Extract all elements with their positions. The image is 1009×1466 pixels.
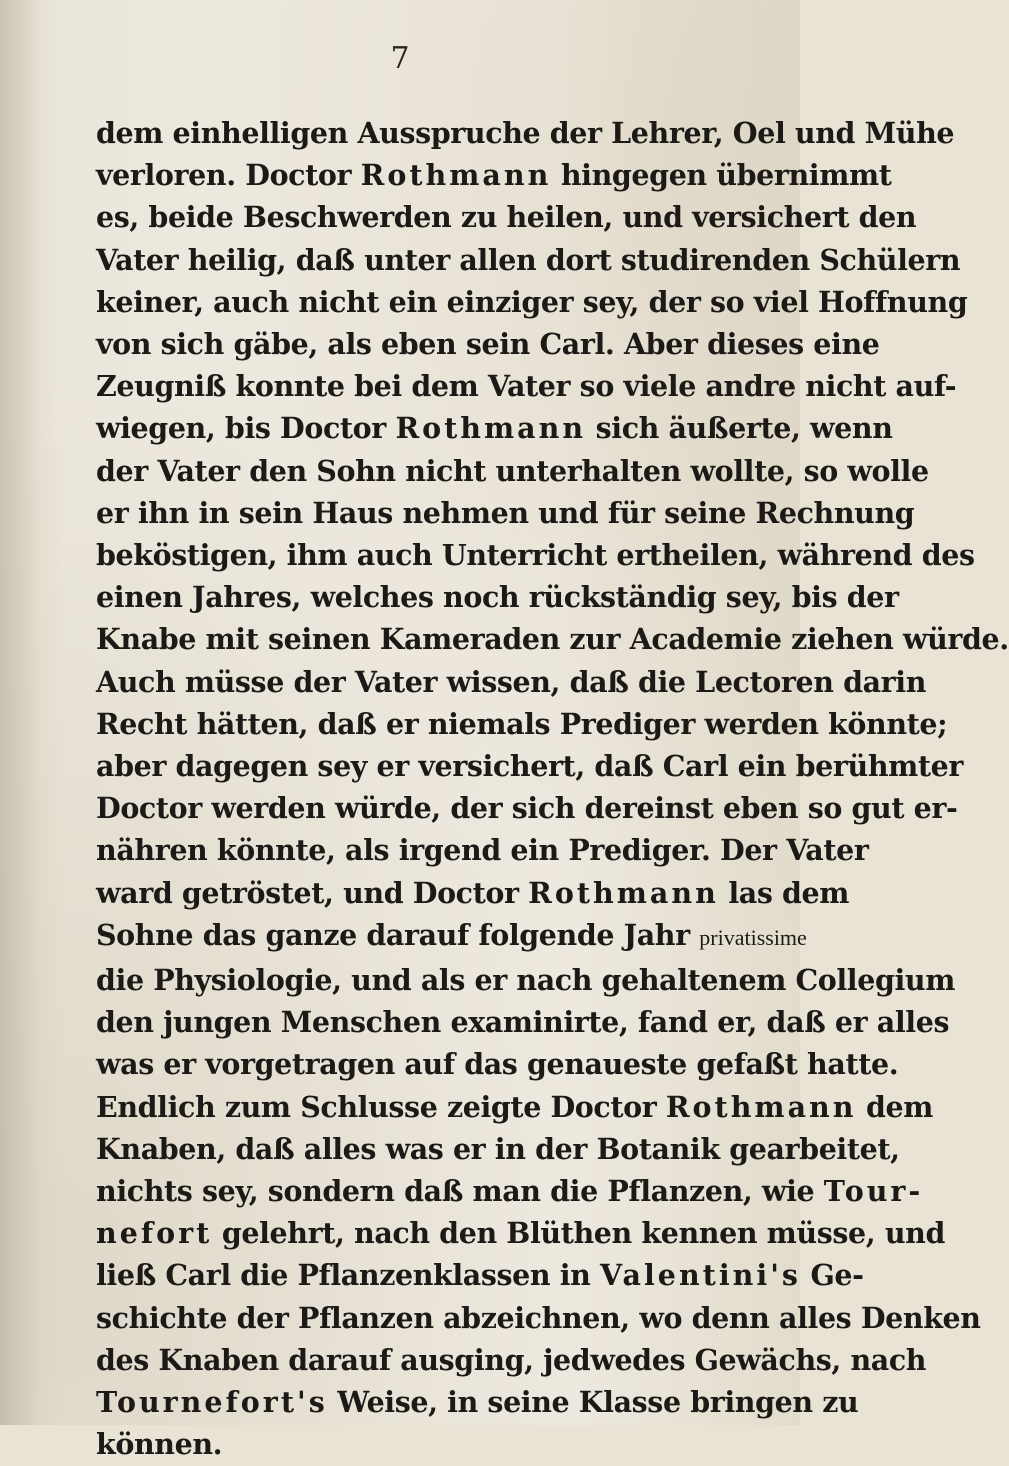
- text-segment: dem einhelligen Ausspruche der Lehrer, Oel und Mühe: [96, 116, 955, 150]
- text-line: [96, 112, 955, 154]
- text-line: [96, 534, 975, 576]
- text-line: [96, 1254, 864, 1296]
- text-line: [96, 703, 948, 745]
- text-segment: die Physiologie, und als er nach gehaltenem Collegium: [96, 963, 955, 998]
- text-segment: Weise, in seine Klasse bringen zu: [327, 1385, 859, 1420]
- text-line: [96, 787, 958, 829]
- spaced-name: Rothmann: [395, 411, 587, 446]
- text-line: [96, 1381, 859, 1423]
- text-line: [96, 618, 1009, 660]
- text-line: [96, 1086, 934, 1128]
- text-segment: er ihn in sein Haus nehmen und für seine Rechnung: [96, 495, 915, 530]
- text-segment: Knabe mit seinen Kameraden zur Academie ziehen würde.: [96, 622, 1009, 657]
- spaced-name: Tour-: [823, 1174, 924, 1209]
- text-segment: sich äußerte, wenn: [586, 411, 893, 446]
- text-segment: es, beide Beschwerden zu heilen, und versichert den: [96, 200, 917, 235]
- text-segment: Doctor werden würde, der sich dereinst eben so gut er-: [96, 791, 958, 826]
- text-segment: gelehrt, nach den Blüthen kennen müsse, und: [212, 1216, 945, 1251]
- text-segment: Sohne das ganze darauf folgende Jahr: [96, 917, 700, 952]
- text-segment: wiegen, bis Doctor: [96, 411, 396, 446]
- text-segment: aber dagegen sey er versichert, daß Carl ein berühmter: [96, 749, 964, 784]
- text-segment: den jungen Menschen examinirte, fand er, daß er alles: [96, 1005, 950, 1040]
- text-segment: was er vorgetragen auf das genaueste gefaßt hatte.: [96, 1047, 899, 1082]
- body-text: [96, 112, 1009, 1466]
- text-line: [96, 407, 893, 449]
- text-segment: der Vater den Sohn nicht unterhalten wollte, so wolle: [96, 453, 929, 488]
- spaced-name: Rothmann: [665, 1089, 857, 1124]
- text-line: [96, 492, 915, 534]
- latin-term: privatissime: [699, 924, 807, 950]
- text-line: [96, 1212, 945, 1254]
- text-line: [96, 829, 869, 871]
- text-line: [96, 1001, 950, 1043]
- text-segment: ließ Carl die Pflanzenklassen in: [96, 1258, 601, 1293]
- text-line: [96, 872, 850, 914]
- text-segment: können.: [96, 1427, 223, 1462]
- text-segment: dem: [856, 1089, 934, 1124]
- text-segment: des Knaben darauf ausging, jedwedes Gewächs, nach: [96, 1342, 927, 1377]
- text-segment: schichte der Pflanzen abzeichnen, wo denn alles Denken: [96, 1300, 981, 1335]
- page-gutter-shadow: [0, 0, 40, 1425]
- text-line: [96, 745, 964, 787]
- text-segment: Recht hätten, daß er niemals Prediger werden könnte;: [96, 706, 948, 741]
- text-segment: hingegen übernimmt: [551, 158, 892, 193]
- spaced-name: Tournefort's: [96, 1385, 328, 1420]
- text-segment: einen Jahres, welches noch rückständig sey, bis der: [96, 580, 899, 615]
- text-segment: Vater heilig, daß unter allen dort studirenden Schülern: [96, 242, 961, 277]
- text-line: [96, 1423, 724, 1465]
- text-line: [96, 1043, 899, 1085]
- text-segment: las dem: [718, 875, 850, 910]
- text-segment: keiner, auch nicht ein einziger sey, der so viel Hoffnung: [96, 284, 968, 319]
- text-line: [96, 239, 961, 281]
- text-line: [96, 365, 957, 407]
- text-segment: ward getröstet, und Doctor: [96, 875, 529, 910]
- text-segment: Ge-: [800, 1258, 864, 1293]
- text-segment: Auch müsse der Vater wissen, daß die Lectoren darin: [96, 664, 927, 699]
- spaced-name: Valentini's: [600, 1258, 801, 1293]
- spaced-name: nefort: [96, 1216, 213, 1251]
- text-line: [96, 1170, 924, 1212]
- text-line: [96, 1297, 981, 1339]
- text-segment: Knaben, daß alles was er in der Botanik gearbeitet,: [96, 1131, 900, 1166]
- text-segment: nichts sey, sondern daß man die Pflanzen, wie: [96, 1174, 824, 1209]
- text-line: [96, 959, 955, 1001]
- text-segment: Endlich zum Schlusse zeigte Doctor: [96, 1089, 666, 1124]
- text-line: [96, 1128, 900, 1170]
- text-line: [96, 281, 968, 323]
- text-line: [96, 1339, 927, 1381]
- text-segment: nähren könnte, als irgend ein Prediger. Der Vater: [96, 833, 869, 868]
- text-line: [96, 196, 917, 238]
- text-line: [96, 450, 929, 492]
- text-line: [96, 661, 927, 703]
- spaced-name: Rothmann: [360, 158, 552, 193]
- text-segment: Zeugniß konnte bei dem Vater so viele andre nicht auf-: [96, 369, 957, 404]
- text-line: [96, 914, 807, 959]
- text-line: [96, 576, 899, 618]
- text-segment: von sich gäbe, als eben sein Carl. Aber dieses eine: [96, 327, 880, 362]
- text-segment: beköstigen, ihm auch Unterricht ertheilen, während des: [96, 538, 975, 573]
- page-number: 7: [390, 41, 410, 76]
- text-line: [96, 154, 892, 196]
- text-segment: verloren. Doctor: [96, 158, 361, 193]
- text-line: [96, 323, 880, 365]
- spaced-name: Rothmann: [528, 875, 719, 910]
